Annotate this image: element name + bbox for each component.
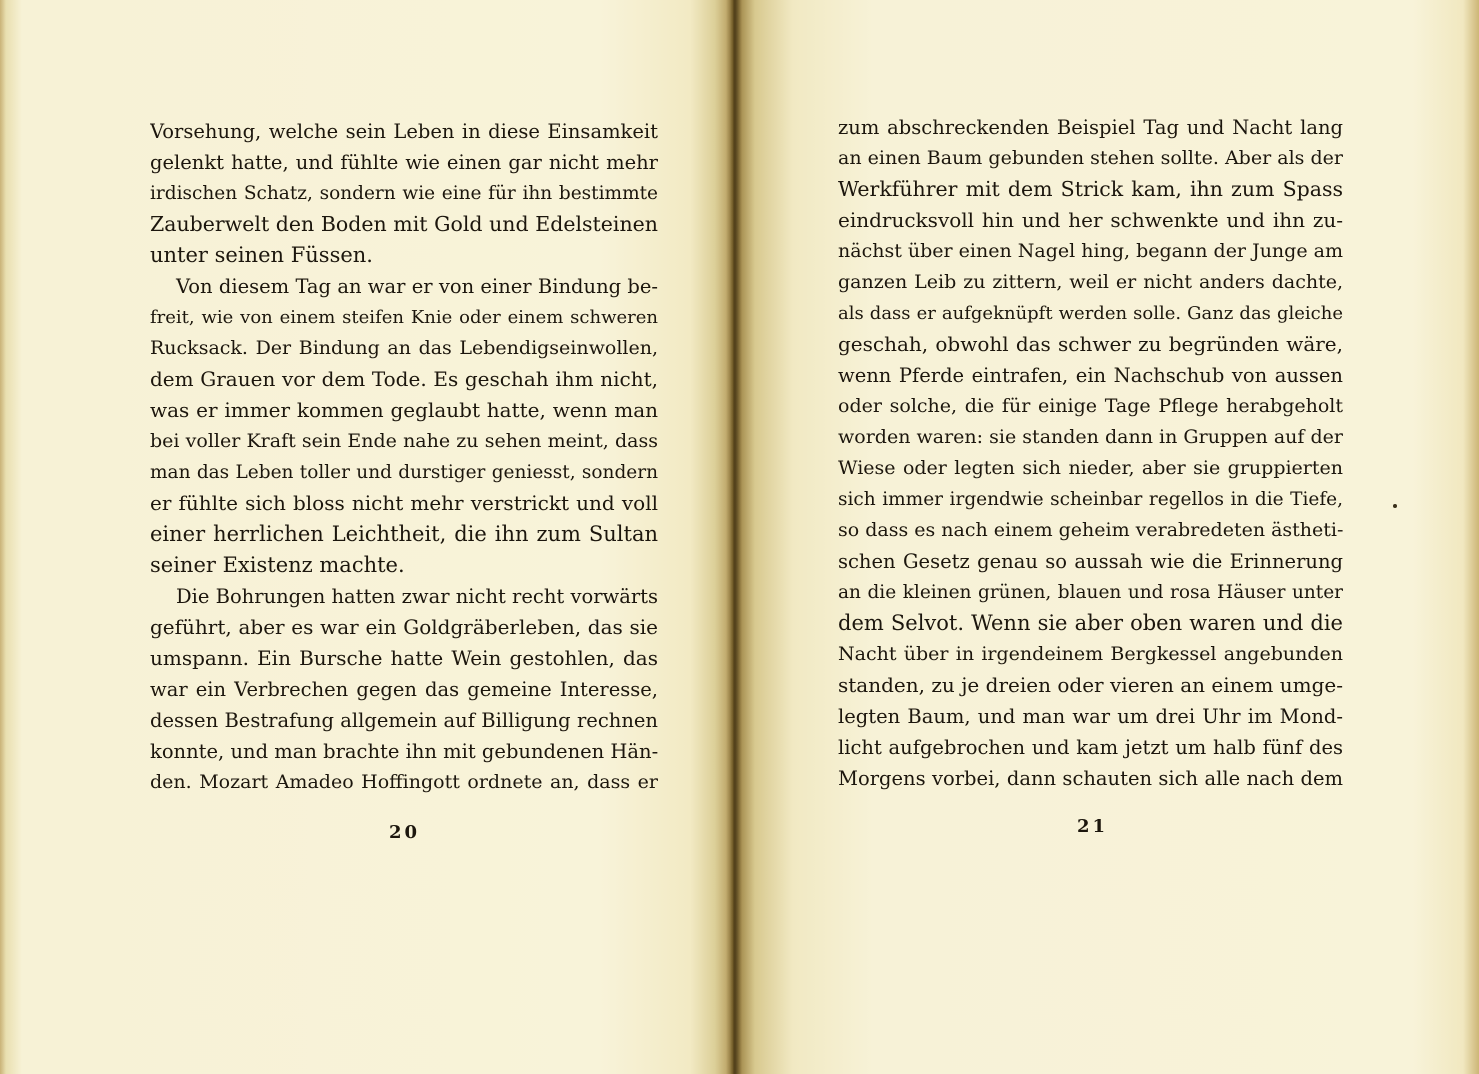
text-line: worden waren: sie standen dann in Gruppen auf der bbox=[838, 426, 1343, 448]
text-line: freit, wie von einem steifen Knie oder einem schweren bbox=[150, 307, 658, 328]
text-line: den. Mozart Amadeo Hoffingott ordnete an, dass er bbox=[150, 771, 658, 793]
text-line: an einen Baum gebunden stehen sollte. Aber als der bbox=[838, 147, 1343, 169]
text-line: zum abschreckenden Beispiel Tag und Nacht lang bbox=[838, 116, 1343, 139]
ink-speck bbox=[1393, 504, 1397, 508]
text-line: dessen Bestrafung allgemein auf Billigung rechnen bbox=[150, 709, 658, 732]
text-line: Wiese oder legten sich nieder, aber sie gruppierten bbox=[838, 457, 1343, 479]
text-line: an die kleinen grünen, blauen und rosa Häuser unter bbox=[838, 582, 1343, 603]
page-number-right: 21 bbox=[1077, 816, 1109, 837]
text-line: standen, zu je dreien oder vieren an einem umge- bbox=[838, 673, 1343, 697]
book-gutter bbox=[726, 0, 742, 1074]
text-line: konnte, und man brachte ihn mit gebundenen Hän- bbox=[150, 740, 658, 763]
text-line: geführt, aber es war ein Goldgräberleben, das sie bbox=[150, 615, 658, 639]
left-page-text bbox=[150, 116, 658, 798]
text-line: legten Baum, und man war um drei Uhr im Mond- bbox=[838, 705, 1343, 728]
text-line: ganzen Leib zu zittern, weil er nicht anders dachte, bbox=[838, 271, 1343, 293]
text-line: Rucksack. Der Bindung an das Lebendigseinwollen, bbox=[150, 337, 658, 359]
text-line: bei voller Kraft sein Ende nahe zu sehen meint, dass bbox=[150, 430, 658, 452]
text-line: was er immer kommen geglaubt hatte, wenn man bbox=[150, 398, 658, 422]
text-line: licht aufgebrochen und kam jetzt um halb fünf des bbox=[838, 736, 1343, 759]
text-line: war ein Verbrechen gegen das gemeine Interesse, bbox=[150, 678, 658, 701]
text-line: Morgens vorbei, dann schauten sich alle nach dem bbox=[838, 767, 1343, 790]
text-line: Die Bohrungen hatten zwar nicht recht vorwärts bbox=[176, 585, 658, 608]
text-line: Nacht über in irgendeinem Bergkessel angebunden bbox=[838, 643, 1343, 665]
text-line: oder solche, die für einige Tage Pflege herabgeholt bbox=[838, 395, 1343, 417]
text-line: Vorsehung, welche sein Leben in diese Einsamkeit bbox=[150, 120, 658, 143]
text-line: Von diesem Tag an war er von einer Bindung be- bbox=[176, 275, 658, 298]
text-line: so dass es nach einem geheim verabredeten ästheti- bbox=[838, 519, 1343, 541]
text-line: geschah, obwohl das schwer zu begründen wäre, bbox=[838, 332, 1343, 356]
text-line: unter seinen Füssen. bbox=[150, 243, 373, 267]
text-line: gelenkt hatte, und fühlte wie einen gar nicht mehr bbox=[150, 151, 658, 174]
text-line: Werkführer mit dem Strick kam, ihn zum Spass bbox=[838, 177, 1343, 201]
text-line: nächst über einen Nagel hing, begann der Junge am bbox=[838, 240, 1343, 262]
text-line: irdischen Schatz, sondern wie eine für ihn bestimmte bbox=[150, 183, 658, 204]
text-line: als dass er aufgeknüpft werden solle. Ganz das gleiche bbox=[838, 303, 1343, 324]
text-line: umspann. Ein Bursche hatte Wein gestohlen, das bbox=[150, 646, 658, 670]
text-line: eindrucksvoll hin und her schwenkte und ihn zu- bbox=[838, 208, 1343, 232]
right-page-text bbox=[838, 112, 1343, 794]
text-line: wenn Pferde eintrafen, ein Nachschub von aussen bbox=[838, 364, 1343, 387]
text-line: man das Leben toller und durstiger geniesst, sondern bbox=[150, 462, 658, 483]
left-page bbox=[0, 0, 733, 1074]
text-line: einer herrlichen Leichtheit, die ihn zum Sultan bbox=[150, 522, 658, 546]
text-line: Zauberwelt den Boden mit Gold und Edelsteinen bbox=[150, 212, 658, 236]
text-line: er fühlte sich bloss nicht mehr verstrickt und voll bbox=[150, 491, 658, 515]
right-page bbox=[733, 0, 1479, 1074]
text-line: sich immer irgendwie scheinbar regellos in die Tiefe, bbox=[838, 489, 1343, 510]
page-number-left: 20 bbox=[389, 822, 421, 843]
text-line: dem Grauen vor dem Tode. Es geschah ihm nicht, bbox=[150, 367, 658, 391]
text-line: schen Gesetz genau so aussah wie die Erinnerung bbox=[838, 550, 1343, 573]
text-line: dem Selvot. Wenn sie aber oben waren und die bbox=[838, 611, 1343, 635]
text-line: seiner Existenz machte. bbox=[150, 553, 405, 577]
